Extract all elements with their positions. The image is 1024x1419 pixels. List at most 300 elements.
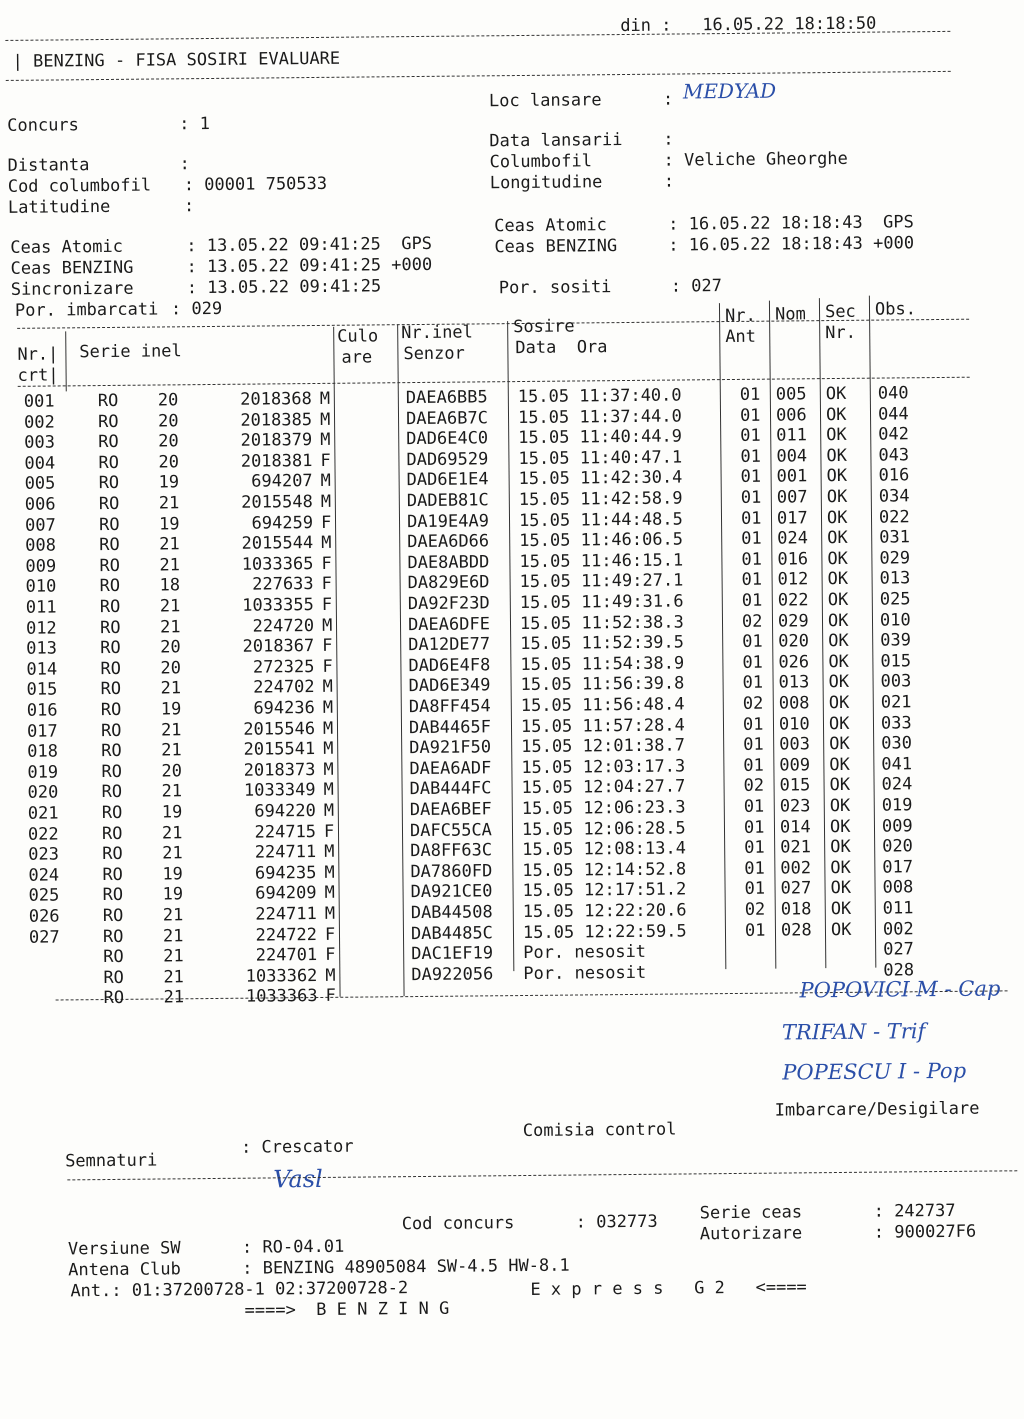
longitudine-label: Longitudine [489, 172, 603, 194]
autorizare-label: Autorizare [699, 1223, 803, 1245]
cell-an: 21 [161, 822, 183, 844]
cell-ant: 01 [742, 673, 764, 694]
comisia-label: Comisia control [522, 1119, 677, 1142]
cell-ant: 01 [744, 858, 765, 879]
cell-nr: 004 [24, 453, 56, 474]
signature-1: POPOVICI M - Cap [799, 976, 1001, 1003]
cell-obs: 017 [882, 857, 914, 878]
cell-ant: 01 [741, 570, 763, 591]
cell-an: 21 [159, 534, 180, 555]
cell-sex: M [320, 471, 331, 492]
cell-sec: OK [830, 919, 852, 940]
cell-an: 20 [157, 410, 179, 432]
cell-sec: OK [827, 528, 848, 549]
cell-sex: M [320, 491, 332, 512]
cell-sec: OK [827, 610, 849, 631]
header-sosire: Sosire [513, 316, 575, 338]
cell-nom: 011 [776, 425, 808, 446]
cell-tara: RO [98, 452, 120, 473]
cell-inel: 2015541 [243, 739, 316, 760]
versiune-value: : RO-04.01 [241, 1236, 345, 1258]
concurs-value: : 1 [179, 113, 211, 135]
cell-sex: M [325, 965, 336, 986]
cell-senzor: DADEB81C [406, 490, 489, 512]
ceas-atomic-2-label: Ceas Atomic [494, 215, 607, 237]
cell-obs: 039 [880, 630, 912, 651]
cell-ant: 01 [744, 837, 765, 859]
cell-senzor: DAEA6BB5 [405, 387, 488, 409]
cell-ant: 01 [742, 631, 763, 653]
cell-an: 21 [161, 781, 183, 802]
por-sositi-value: : 027 [670, 276, 723, 297]
cell-obs: 013 [879, 568, 911, 589]
cell-sec: OK [830, 878, 852, 899]
cell-inel: 694236 [253, 698, 315, 719]
cell-ant: 01 [740, 425, 761, 447]
cell-tara: RO [100, 638, 121, 659]
cell-nom: 023 [779, 796, 811, 817]
cell-obs: 041 [881, 754, 913, 775]
autorizare-value: : 900027F6 [873, 1221, 977, 1243]
cell-an: 19 [158, 513, 180, 535]
cell-obs: 003 [880, 671, 912, 692]
cell-sec: OK [826, 445, 847, 466]
cell-obs: 015 [880, 651, 912, 672]
serie-ceas-label: Serie ceas [699, 1202, 803, 1224]
cell-senzor: DAD6E349 [408, 675, 491, 697]
cell-nom: 006 [775, 404, 807, 426]
cell-tara: RO [101, 761, 122, 782]
cell-sosire: 15.05 12:08:13.4 [522, 838, 687, 861]
cell-obs: 008 [882, 877, 914, 898]
cell-sex: M [319, 409, 331, 430]
cell-sosire: 15.05 12:04:27.7 [521, 776, 686, 799]
cell-inel: 224711 [255, 904, 317, 925]
cell-senzor: DA922056 [411, 964, 494, 985]
header-culo: Culo [337, 326, 379, 347]
cell-sex: M [319, 388, 331, 409]
cell-sec: OK [827, 548, 848, 569]
cell-tara: RO [97, 390, 119, 412]
cell-ant: 01 [740, 508, 762, 529]
cell-senzor: DAD69529 [406, 449, 489, 470]
cell-ant: 01 [739, 405, 761, 426]
columbofil-value: : Veliche Gheorghe [663, 148, 848, 171]
header-nr: Nr.| [17, 344, 59, 365]
cell-sosire: 15.05 11:42:30.4 [518, 467, 683, 490]
cell-sosire: 15.05 11:54:38.9 [520, 653, 685, 675]
cell-inel: 1033349 [243, 780, 316, 802]
cell-obs: 040 [877, 383, 909, 404]
cell-nom: 021 [780, 837, 811, 858]
cell-an: 19 [162, 884, 184, 905]
cell-sex: M [323, 739, 334, 760]
ceas-benzing-2-value: : 16.05.22 18:18:43 +000 [668, 233, 915, 256]
cell-tara: RO [101, 782, 123, 803]
cell-sec: OK [829, 754, 850, 775]
cell-nom: 028 [780, 919, 812, 941]
cell-an: 21 [163, 987, 185, 1008]
ceas-atomic-value: : 13.05.22 09:41:25 GPS [186, 233, 433, 257]
cell-nom: 026 [778, 652, 810, 673]
cod-columbofil-value: : 00001 750533 [183, 173, 328, 196]
cell-sosire: 15.05 11:40:44.9 [518, 426, 683, 449]
cell-inel: 2015548 [241, 492, 313, 513]
cell-sec: OK [825, 404, 847, 425]
longitudine-value: : [663, 171, 675, 192]
cell-sosire: 15.05 12:06:28.5 [521, 818, 686, 840]
cell-an: 19 [161, 802, 183, 823]
header-nr-ant: Nr. [724, 305, 756, 327]
cell-an: 21 [162, 905, 184, 926]
cod-concurs-label: Cod concurs [401, 1213, 515, 1235]
cell-an: 20 [160, 637, 181, 658]
cell-sec: OK [829, 775, 851, 796]
cell-an: 21 [159, 616, 181, 638]
cell-nr: 003 [24, 432, 56, 453]
cell-senzor: DA921F50 [409, 737, 492, 759]
cell-sosire: 15.05 12:17:51.2 [522, 879, 687, 902]
cell-sec: OK [829, 734, 850, 755]
header-ant: Ant [725, 326, 757, 348]
latitudine-label: Latitudine [7, 196, 111, 218]
cell-nr: 014 [26, 659, 58, 680]
cell-obs: 033 [880, 712, 912, 734]
distanta-label: Distanta [7, 155, 90, 176]
cell-tara: RO [99, 555, 121, 576]
cell-sex: M [324, 903, 336, 924]
signature-3: POPESCU I - Pop [782, 1058, 967, 1085]
loc-lansare-value: : [662, 89, 674, 110]
cell-sex: M [322, 718, 334, 739]
cell-tara: RO [98, 514, 120, 535]
cell-sec: OK [828, 713, 850, 734]
cell-senzor: DAEA6DFE [407, 613, 490, 635]
cell-ant: 01 [741, 549, 762, 570]
cell-sex: M [324, 883, 335, 904]
cell-inel: 2015546 [243, 718, 316, 740]
cell-inel: 227633 [252, 574, 314, 595]
cell-sex: M [323, 759, 334, 780]
cell-an: 20 [160, 658, 182, 679]
cell-ant: 01 [744, 920, 766, 941]
concurs-label: Concurs [7, 115, 79, 136]
cell-tara: RO [100, 699, 122, 721]
ceas-atomic-2-value: : 16.05.22 18:18:43 GPS [668, 212, 914, 235]
cell-an: 18 [159, 575, 181, 596]
cell-an: 21 [160, 678, 182, 699]
cell-ant: 01 [740, 446, 761, 467]
header-data-ora: Data Ora [515, 337, 608, 359]
cell-nom: 015 [779, 775, 811, 796]
cell-sex: F [321, 594, 333, 615]
cell-ant: 01 [739, 384, 761, 405]
cell-inel: 694207 [251, 471, 313, 493]
cell-ant: 01 [742, 714, 764, 735]
cell-obs: 022 [878, 506, 910, 528]
cell-sec: OK [830, 837, 851, 858]
cell-senzor: DAD6E4C0 [406, 428, 489, 450]
cell-nr: 009 [25, 556, 57, 577]
cell-senzor: DAEA6ADF [409, 758, 492, 779]
cell-obs: 009 [881, 815, 913, 837]
cell-nr: 018 [27, 741, 59, 762]
cell-an: 21 [158, 493, 180, 514]
cell-an: 21 [163, 946, 184, 967]
cell-obs: 034 [878, 486, 910, 507]
cell-inel: 1033363 [245, 986, 318, 1008]
cell-sosire: 15.05 12:14:52.8 [522, 859, 687, 881]
crescator-signature: Vasl [273, 1164, 323, 1194]
cell-tara: RO [101, 802, 123, 824]
cell-sex: M [321, 533, 332, 554]
cell-sec: OK [830, 857, 851, 878]
cell-obs: 010 [879, 609, 911, 631]
por-imbarcati-label: Por. imbarcati [14, 299, 159, 321]
cell-tara: RO [102, 844, 123, 865]
cell-inel: 2018381 [240, 450, 313, 472]
cell-tara: RO [103, 988, 125, 1009]
cell-obs: 011 [882, 898, 914, 919]
cell-ant: 01 [743, 817, 765, 838]
loc-lansare-handwritten: MEDYAD [682, 78, 777, 104]
cell-senzor: DAEA6B7C [405, 407, 489, 429]
cell-nom: 008 [778, 693, 810, 714]
cell-obs: 031 [879, 527, 911, 548]
cell-obs: 020 [882, 836, 913, 857]
cell-ant: 01 [743, 755, 764, 776]
cell-inel: 272325 [252, 656, 315, 678]
antena-label: Antena Club [68, 1259, 181, 1281]
cell-an: 20 [158, 452, 180, 473]
cell-obs: 042 [878, 424, 910, 445]
cell-obs: 028 [883, 960, 915, 981]
header-obs: Obs. [874, 299, 917, 320]
cell-sex: F [320, 512, 332, 533]
cell-sex: F [321, 574, 332, 595]
cell-sec: OK [828, 631, 849, 652]
cell-sex: M [322, 697, 334, 718]
cell-sec: OK [827, 569, 849, 590]
cell-an: 21 [161, 740, 182, 761]
cell-an: 20 [161, 761, 182, 782]
header-are: are [341, 347, 373, 368]
data-lansarii-value: : [663, 129, 674, 150]
cell-sec: OK [828, 692, 850, 714]
cell-nr: 026 [28, 906, 60, 927]
header-serie-inel: Serie inel [79, 341, 182, 363]
cell-tara: RO [99, 576, 121, 597]
cell-nr: 006 [24, 494, 56, 515]
ceas-atomic-label: Ceas Atomic [10, 236, 124, 258]
cell-ant: 01 [742, 652, 763, 673]
cell-inel: 694235 [254, 862, 317, 884]
cell-an: 21 [160, 719, 182, 741]
cell-an: 21 [163, 967, 184, 988]
brand-left: ====> B E N Z I N G [244, 1298, 450, 1321]
cell-tara: RO [99, 617, 121, 638]
por-sositi-label: Por. sositi [498, 277, 612, 299]
cell-nom: 029 [777, 610, 809, 632]
cell-sosire: 15.05 11:37:40.0 [517, 385, 682, 408]
cell-inel: 2015544 [241, 533, 314, 554]
cell-obs: 024 [881, 774, 913, 795]
cell-ant: 01 [744, 879, 766, 900]
crescator-label: : Crescator [240, 1136, 354, 1158]
cell-ant: 01 [741, 590, 763, 611]
cell-senzor: DA8FF63C [410, 840, 493, 862]
cell-sex: F [325, 986, 336, 1007]
cell-senzor: DAB44508 [410, 902, 493, 924]
cell-inel: 2018368 [240, 389, 312, 410]
cell-sex: M [323, 780, 334, 801]
cell-sex: M [320, 430, 331, 451]
header-senzor: Senzor [403, 343, 465, 365]
cell-senzor: DAB4465F [408, 716, 491, 738]
cell-nr: 022 [27, 824, 59, 845]
cell-nr: 024 [28, 865, 60, 886]
cell-obs: 027 [883, 939, 914, 960]
cell-tara: RO [101, 741, 122, 762]
cell-sosire: 15.05 11:46:06.5 [519, 529, 684, 552]
cell-sec: OK [829, 795, 851, 817]
cell-an: 20 [158, 431, 179, 452]
cell-nom: 014 [779, 816, 811, 838]
cell-ant: 02 [741, 611, 763, 632]
cell-inel: 224720 [252, 615, 315, 637]
cell-ant: 01 [741, 528, 762, 550]
cell-an: 19 [158, 472, 180, 493]
cell-sosire: 15.05 11:52:38.3 [519, 612, 684, 634]
cell-an: 21 [159, 596, 181, 617]
cell-ant: 02 [743, 776, 765, 797]
ceas-benzing-2-label: Ceas BENZING [494, 236, 618, 258]
cell-sosire: 15.05 12:06:23.3 [521, 797, 686, 820]
cell-senzor: DAEA6BEF [409, 799, 492, 821]
cell-sex: M [322, 677, 333, 698]
cell-sex: M [324, 862, 335, 883]
cell-nr: 013 [26, 638, 58, 659]
cell-sosire: 15.05 12:22:20.6 [522, 900, 687, 923]
cell-nr: 023 [28, 844, 60, 865]
cell-nom: 022 [777, 590, 809, 611]
cell-inel: 224702 [253, 677, 315, 698]
cell-sosire: 15.05 12:01:38.7 [521, 735, 686, 758]
ant-line: Ant.: 01:37200728-1 02:37200728-2 [70, 1278, 409, 1302]
cell-nr: 015 [26, 679, 58, 701]
signature-2: TRIFAN - Trif [781, 1019, 926, 1045]
cell-nom: 024 [777, 528, 809, 549]
cell-nom: 005 [775, 384, 807, 405]
header-nr-inel: Nr.inel [401, 322, 473, 344]
cell-sex: F [325, 945, 336, 966]
cell-nr: 008 [25, 535, 57, 556]
cell-nr: 025 [28, 885, 60, 907]
cell-inel: 2018367 [242, 636, 315, 657]
header-crt: crt| [17, 365, 59, 386]
cell-nr: 002 [23, 412, 55, 433]
cell-nr: 007 [24, 515, 56, 536]
cod-concurs-value: : 032773 [575, 1211, 658, 1233]
cell-sosire: 15.05 12:22:59.5 [522, 921, 687, 943]
cell-ant: 02 [744, 899, 766, 920]
cell-sec: OK [828, 651, 849, 672]
cell-sosire: 15.05 11:56:39.8 [520, 673, 685, 696]
cell-tara: RO [97, 411, 119, 432]
cell-sex: F [321, 553, 332, 574]
antena-value: : BENZING 48905084 SW-4.5 HW-8.1 [242, 1255, 570, 1279]
cell-sec: OK [826, 466, 848, 487]
cell-sosire: Por. nesosit [523, 962, 647, 984]
cell-senzor: DAD6E4F8 [408, 655, 491, 676]
cell-nom: 013 [778, 672, 810, 693]
data-lansarii-label: Data lansarii [489, 130, 623, 152]
cell-senzor: DA829E6D [407, 572, 490, 594]
cell-obs: 029 [879, 548, 911, 569]
cell-tara: RO [102, 885, 124, 906]
cell-ant: 01 [743, 734, 764, 756]
cell-an: 19 [162, 864, 183, 885]
cell-sec: OK [828, 672, 850, 693]
cell-ant: 01 [740, 467, 762, 488]
cell-sex: F [322, 636, 333, 657]
cell-nom: 020 [778, 631, 810, 652]
cell-sec: OK [830, 898, 852, 920]
cell-tara: RO [100, 658, 122, 679]
cell-sosire: 15.05 11:56:48.4 [520, 694, 685, 717]
cell-nom: 027 [780, 878, 812, 899]
header-nom: Nom [774, 304, 806, 325]
cell-tara: RO [100, 720, 122, 741]
cell-sec: OK [829, 816, 851, 837]
cell-nom: 009 [779, 755, 811, 776]
cell-inel: 1033365 [241, 553, 314, 575]
cell-nom: 001 [776, 466, 808, 487]
cell-ant: 01 [743, 796, 765, 817]
cell-sex: F [320, 450, 331, 471]
cell-obs: 016 [878, 465, 910, 486]
cell-an: 19 [160, 699, 182, 720]
serie-ceas-value: : 242737 [873, 1200, 956, 1222]
cell-sosire: 15.05 11:46:15.1 [519, 550, 684, 572]
cell-obs: 021 [880, 692, 912, 713]
cell-ant: 01 [740, 487, 762, 508]
cell-sec: OK [826, 507, 848, 528]
loc-lansare-label: Loc lansare [488, 90, 602, 112]
cell-sosire: 15.05 11:42:58.9 [518, 488, 683, 511]
cell-inel: 694259 [251, 512, 314, 534]
cell-nom: 010 [778, 713, 810, 735]
cell-sec: OK [827, 589, 849, 611]
cell-sosire: 15.05 11:44:48.5 [518, 509, 683, 531]
cell-senzor: DAB444FC [409, 778, 492, 800]
cell-an: 21 [162, 843, 183, 864]
footer-top-rule [67, 1170, 1017, 1180]
cell-obs: 025 [879, 589, 911, 610]
cell-tara: RO [98, 473, 120, 494]
cell-sosire: 15.05 11:40:47.1 [518, 447, 683, 469]
cell-tara: RO [99, 535, 120, 556]
cell-senzor: DAB4485C [410, 922, 493, 944]
cell-nr: 021 [27, 803, 59, 824]
cell-senzor: DAC1EF19 [411, 943, 494, 965]
cell-nom: 017 [776, 507, 808, 529]
cell-tara: RO [101, 823, 123, 844]
cell-nom: 002 [780, 858, 812, 879]
cell-nom: 007 [776, 487, 808, 508]
cell-inel: 2018373 [243, 759, 316, 781]
din-label: din : [620, 15, 672, 37]
